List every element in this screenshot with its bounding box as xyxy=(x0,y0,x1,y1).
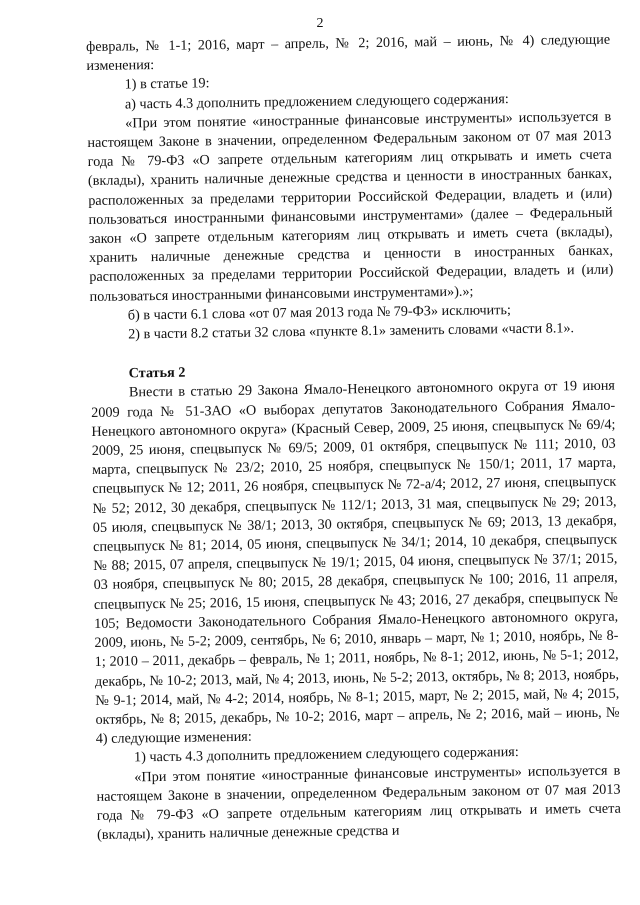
article-2-heading: Статья 2 xyxy=(128,364,186,382)
document-body xyxy=(86,31,621,846)
amendment-item-1a: а) часть 4.3 дополнить предложением следующего содержания: xyxy=(124,90,509,113)
continuation-paragraph: февраль, № 1-1; 2016, март – апрель, № 2; 2016, май – июнь, № 4) следующие изменения: xyxy=(86,31,611,75)
quoted-text: «При этом понятие «иностранные финансовые инструменты» используется в настоящем Законе в значении, определенном Федеральным законом от 07 мая 2013 года № 79-ФЗ «О запрете отдельным категориям лиц открывать и иметь счета (вклады), хранить наличные денежные средства и ценности в иностранных банках, расположенных за пределами территории Российской Федерации, владеть и (или) пользоваться иностранными финансовыми инструментами» (далее – Федеральный закон «О запрете отдельным категориям лиц открывать и иметь счета (вклады), хранить наличные денежные средства и ценности в иностранных банках, расположенных за пределами территории Российской Федерации, владеть и (или) пользоваться иностранными финансовыми инструментами»).»; xyxy=(87,108,614,305)
article-2-quoted-text: «При этом понятие «иностранные финансовые инструменты» используется в настоящем Законе в значении, определенном Федеральным законом от 07 мая 2013 года № 79-ФЗ «О запрете отдельным категориям лиц открывать и иметь счета (вклады), хранить наличные денежные средства и xyxy=(96,762,621,844)
article-2-body: Внести в статью 29 Закона Ямало-Ненецкого автономного округа от 19 июня 2009 года № 51-ЗАО «О выборах депутатов Законодательного Собрания Ямало-Ненецкого автономного округа» (Красный Север, 2009, 25 июня, спецвыпуск № 69/4; 2009, 25 июня, спецвыпуск № 69/5; 2009, 01 октября, спецвыпуск № 111; 2010, 03 марта, спецвыпуск № 23/2; 2010, 25 ноября, спецвыпуск № 150/1; 2011, 17 марта, спецвыпуск № 12; 2011, 26 ноября, спецвыпуск № 72-а/4; 2012, 27 июня, спецвыпуск № 52; 2012, 30 декабря, спецвыпуск № 112/1; 2013, 31 мая, спецвыпуск № 29; 2013, 05 июля, спецвыпуск № 38/1; 2013, 30 октября, спецвыпуск № 69; 2013, 13 декабря, спецвыпуск № 81; 2014, 05 июня, спецвыпуск № 34/1; 2014, 10 декабря, спецвыпуск № 88; 2015, 07 апреля, спецвыпуск № 19/1; 2015, 04 июня, спецвыпуск № 37/1; 2015, 03 ноября, спецвыпуск № 80; 2015, 28 декабря, спецвыпуск № 100; 2016, 11 апреля, спецвыпуск № 25; 2016, 15 июня, спецвыпуск № 43; 2016, 27 декабря, спецвыпуск № 105; Ведомости Законодательного Собрания Ямало-Ненецкого автономного округа, 2009, июнь, № 5-2; 2009, сентябрь, № 6; 2010, январь – март, № 1; 2010, ноябрь, № 8-1; 2010 – 2011, декабрь – февраль, № 1; 2011, ноябрь, № 8-1; 2012, июнь, № 5-1; 2012, декабрь, № 10-2; 2013, май, № 4; 2013, июнь, № 5-2; 2013, октябрь, № 8; 2013, ноябрь, № 9-1; 2014, май, № 4-2; 2014, ноябрь, № 8-1; 2015, март, № 2; 2015, май, № 4; 2015, октябрь, № 8; 2015, декабрь, № 10-2; 2016, март – апрель, № 2; 2016, май – июнь, № 4) следующие изменения: xyxy=(91,378,620,748)
article-2-item-1: 1) часть 4.3 дополнить предложением следующего содержания: xyxy=(133,744,519,766)
page-number: 2 xyxy=(316,16,324,31)
amendment-item-2: 2) в части 8.2 статьи 32 слова «пункте 8.1» заменить словами «части 8.1». xyxy=(128,320,575,343)
amendment-item-1: 1) в статье 19: xyxy=(124,75,210,93)
amendment-item-1b: б) в части 6.1 слова «от 07 мая 2013 года № 79-ФЗ» исключить; xyxy=(127,301,511,324)
